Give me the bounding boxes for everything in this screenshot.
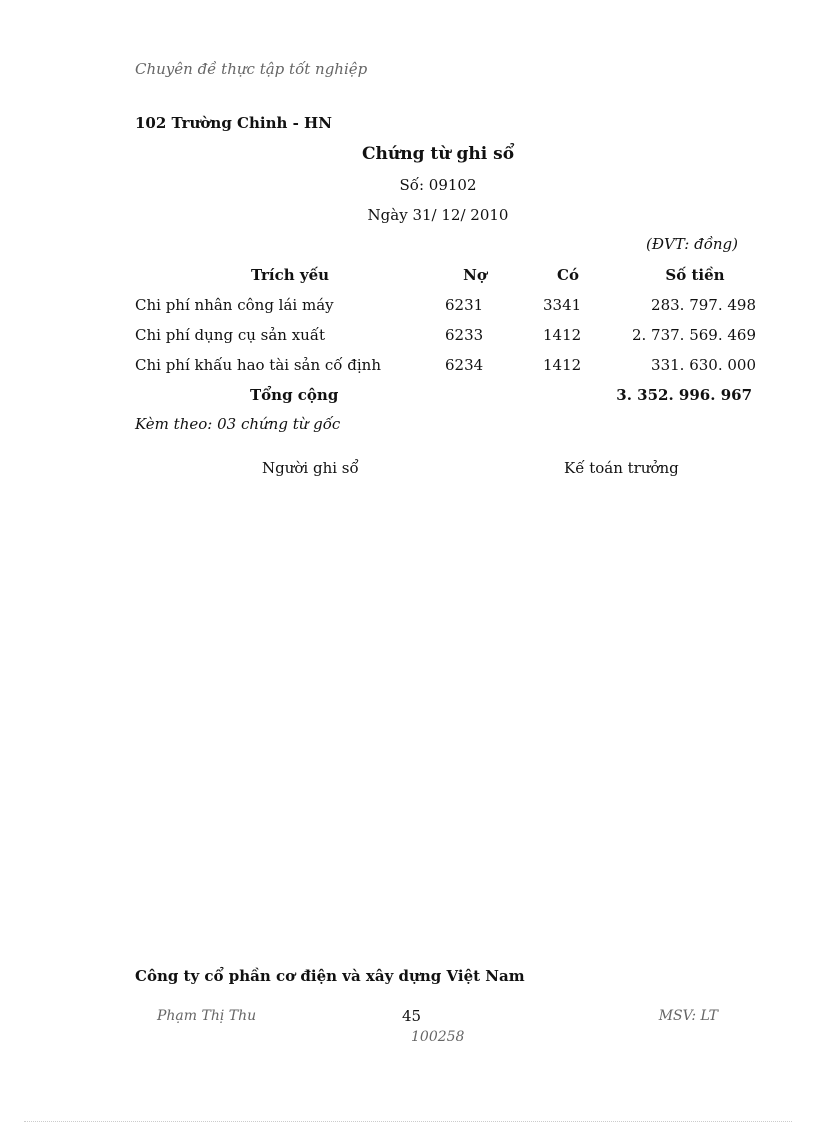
column-header-description: Trích yếu: [250, 266, 330, 284]
column-header-amount: Số tiền: [665, 266, 725, 284]
total-amount: 3. 352. 996. 967: [616, 386, 752, 404]
row-credit: 1412: [543, 356, 582, 374]
attachment-note: Kèm theo: 03 chứng từ gốc: [135, 415, 341, 433]
document-number: Số: 09102: [399, 176, 477, 194]
row-credit: 1412: [543, 326, 582, 344]
column-header-credit: Có: [557, 266, 579, 284]
row-amount: 331. 630. 000: [651, 356, 756, 374]
row-debit: 6234: [445, 356, 484, 374]
row-debit: 6231: [445, 296, 484, 314]
signature-chief-accountant: Kế toán trưởng: [564, 459, 679, 477]
footer-student-id-number: 100258: [411, 1029, 465, 1045]
row-description: Chi phí dụng cụ sản xuất: [135, 326, 326, 344]
row-description: Chi phí nhân công lái máy: [135, 296, 334, 314]
footer-author: Phạm Thị Thu: [157, 1008, 257, 1024]
row-credit: 3341: [543, 296, 582, 314]
total-label: Tổng cộng: [250, 386, 339, 404]
row-description: Chi phí khấu hao tài sản cố định: [135, 356, 381, 374]
currency-unit: (ĐVT: đồng): [646, 235, 738, 253]
page-bottom-divider: [24, 1121, 792, 1122]
column-header-debit: Nợ: [463, 266, 487, 284]
row-debit: 6233: [445, 326, 484, 344]
page-number: 45: [402, 1007, 422, 1025]
header-note: Chuyên đề thực tập tốt nghiệp: [135, 60, 368, 78]
company-name: Công ty cổ phần cơ điện và xây dựng Việt Nam: [135, 967, 525, 985]
row-amount: 2. 737. 569. 469: [631, 326, 756, 344]
row-amount: 283. 797. 498: [651, 296, 756, 314]
signature-recorder: Người ghi sổ: [262, 459, 359, 477]
footer-student-id-label: MSV: LT: [658, 1008, 718, 1024]
company-address: 102 Trường Chinh - HN: [135, 114, 332, 132]
document-date: Ngày 31/ 12/ 2010: [367, 206, 509, 224]
document-title: Chứng từ ghi sổ: [361, 144, 515, 164]
